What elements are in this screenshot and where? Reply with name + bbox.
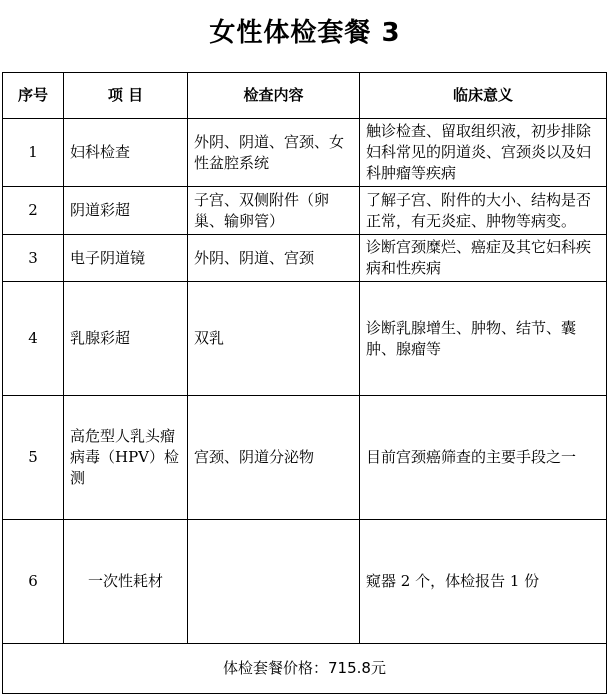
total-row: [3, 644, 607, 694]
row-meaning: 触诊检查、留取组织液，初步排除妇科常见的阴道炎、宫颈炎以及妇科肿瘤等疾病: [360, 119, 607, 187]
row-item: 乳腺彩超: [64, 282, 188, 396]
row-item: 电子阴道镜: [64, 235, 188, 282]
table-row: [3, 396, 607, 520]
header-meaning: 临床意义: [360, 73, 607, 119]
row-item: 一次性耗材: [64, 520, 188, 644]
table-header-row: [3, 73, 607, 119]
table-row: [3, 235, 607, 282]
row-content: 双乳: [188, 282, 360, 396]
row-no: 5: [3, 396, 64, 520]
row-content: 外阴、阴道、宫颈、女性盆腔系统: [188, 119, 360, 187]
row-content: 外阴、阴道、宫颈: [188, 235, 360, 282]
row-no: 6: [3, 520, 64, 644]
table-row: [3, 282, 607, 396]
row-item: 妇科检查: [64, 119, 188, 187]
page-title: 女性体检套餐 3: [209, 18, 401, 48]
header-content: 检查内容: [188, 73, 360, 119]
row-meaning: 窥器 2 个，体检报告 1 份: [360, 520, 607, 644]
header-no: 序号: [3, 73, 64, 119]
header-item: 项 目: [64, 73, 188, 119]
row-no: 1: [3, 119, 64, 187]
row-content: 子宫、双侧附件（卵巢、输卵管）: [188, 187, 360, 235]
package-table: [2, 72, 607, 694]
row-item: 阴道彩超: [64, 187, 188, 235]
row-no: 3: [3, 235, 64, 282]
row-no: 2: [3, 187, 64, 235]
row-meaning: 目前宫颈癌筛查的主要手段之一: [360, 396, 607, 520]
row-no: 4: [3, 282, 64, 396]
row-meaning: 诊断乳腺增生、肿物、结节、囊肿、腺瘤等: [360, 282, 607, 396]
table-row: [3, 187, 607, 235]
row-meaning: 了解子宫、附件的大小、结构是否正常，有无炎症、肿物等病变。: [360, 187, 607, 235]
total-price: 体检套餐价格：715.8元: [3, 644, 607, 694]
row-content: 宫颈、阴道分泌物: [188, 396, 360, 520]
row-item: 高危型人乳头瘤病毒（HPV）检测: [64, 396, 188, 520]
row-meaning: 诊断宫颈糜烂、癌症及其它妇科疾病和性疾病: [360, 235, 607, 282]
table-row: [3, 520, 607, 644]
table-row: [3, 119, 607, 187]
row-content: [188, 520, 360, 644]
